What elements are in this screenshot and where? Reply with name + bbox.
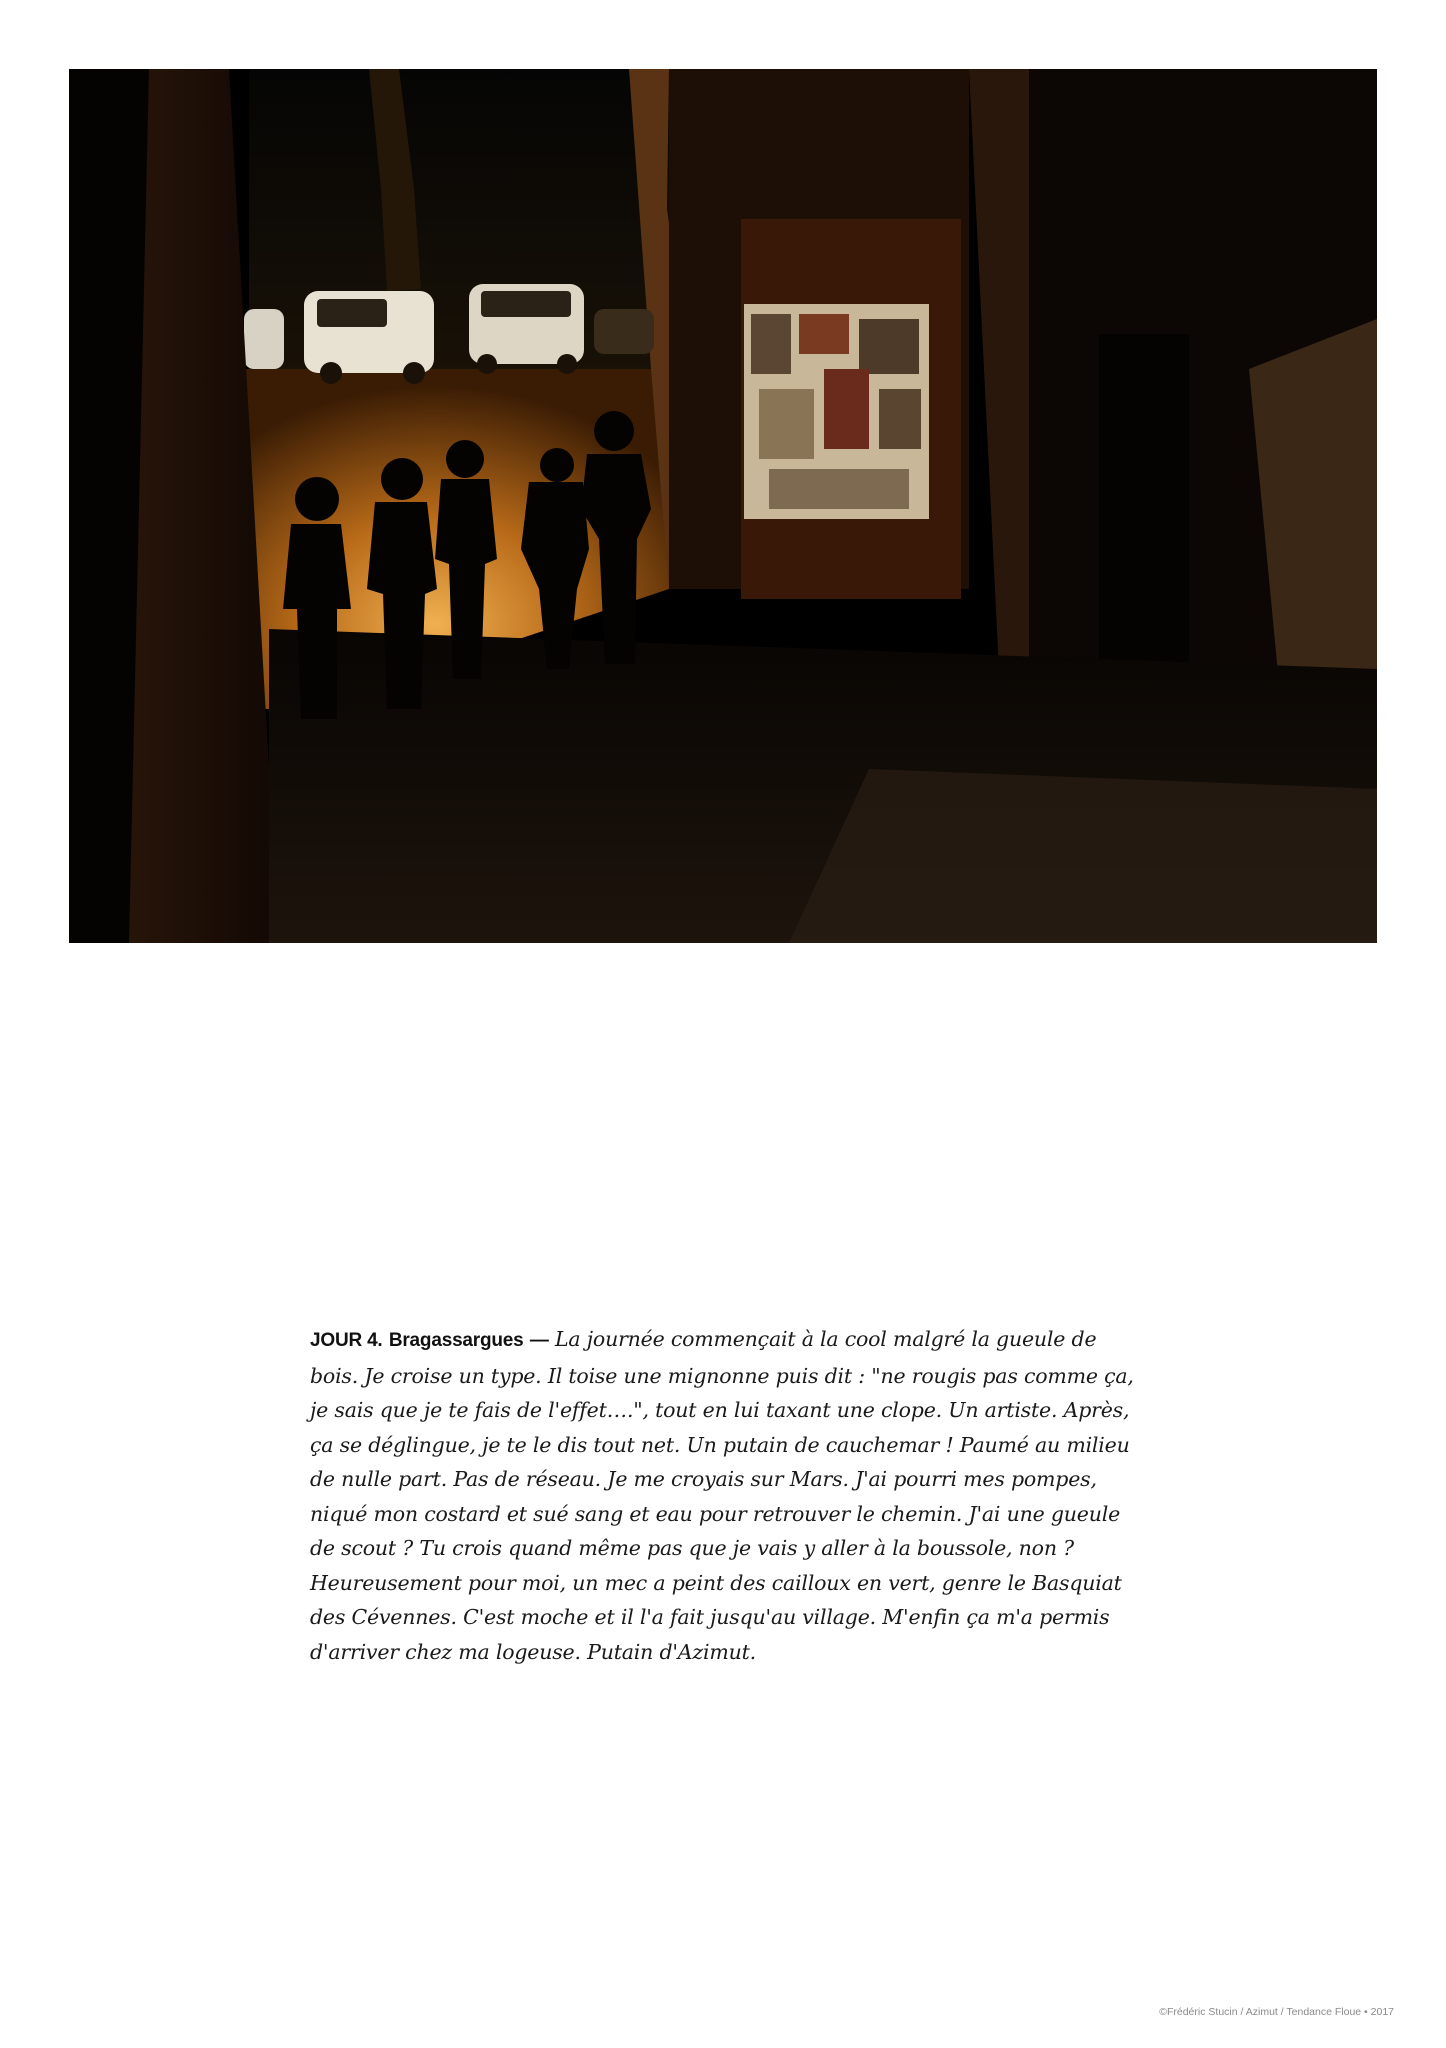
photo-credit: ©Frédéric Stucin / Azimut / Tendance Floue • 2017 <box>1159 2006 1394 2018</box>
article-body: La journée commençait à la cool malgré la gueule de bois. Je croise un type. Il toise une mignonne puis dit : "ne rougis pas comme ça, je sais que je te fais de l'effet….", tout en lui taxant une clope. Un artiste. Après, ça se déglingue, je te le dis tout net. Un putain de cauchemar ! Paumé au milieu de nulle part. Pas de réseau. Je me croyais sur Mars. J'ai pourri mes pompes, niqué mon costard et sué sang et eau pour retrouver le chemin. J'ai une gueule de scout ? Tu crois quand même pas que je vais y aller à la boussole, non ? Heureusement pour moi, un mec a peint des cailloux en vert, genre le Basquiat des Cévennes. C'est moche et il l'a fait jusqu'au village. M'enfin ça m'a permis d'arriver chez ma logeuse. Putain d'Azimut. <box>310 1327 1134 1664</box>
em-dash: — <box>529 1330 549 1351</box>
article-paragraph <box>310 1322 1140 1669</box>
night-photograph <box>69 69 1377 943</box>
place-name: Bragassargues <box>388 1330 524 1351</box>
photo-illustration <box>69 69 1377 943</box>
day-label: JOUR 4. <box>310 1330 383 1351</box>
